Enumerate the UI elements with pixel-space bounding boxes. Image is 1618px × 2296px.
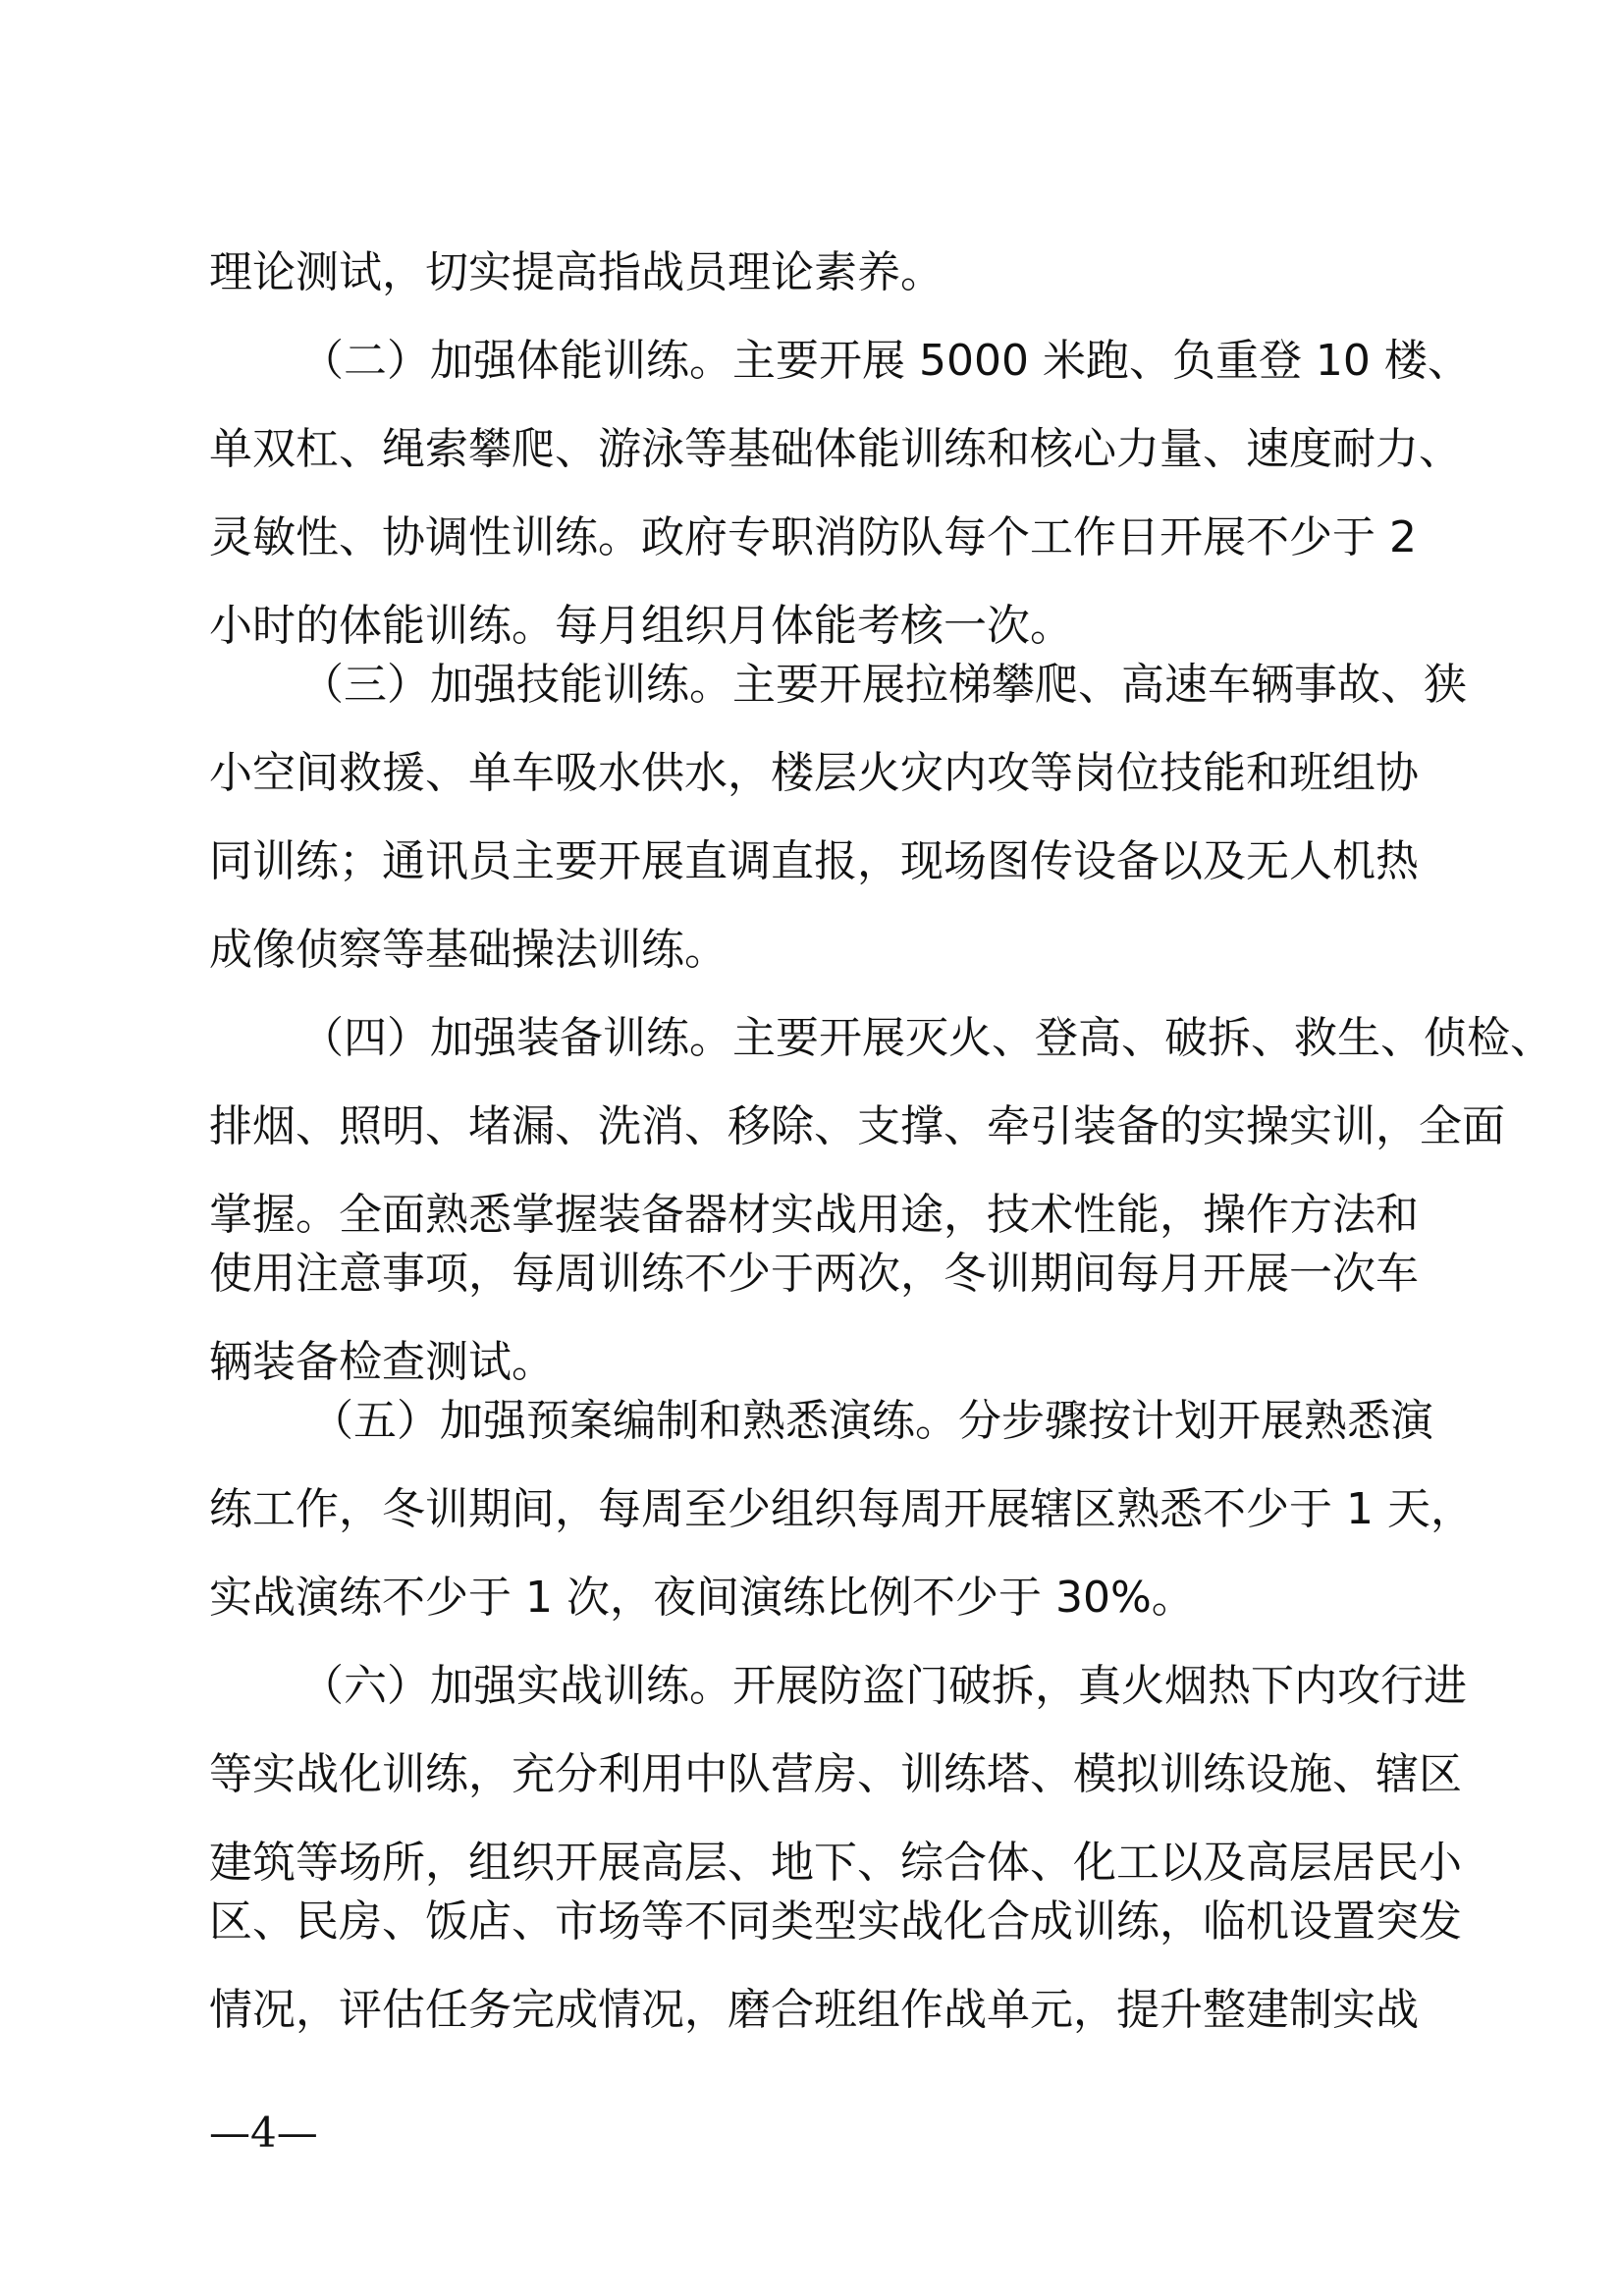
text-line-16: 练工作，冬训期间，每周至少组织每周开展辖区熟悉不少于 1 天， xyxy=(209,1484,1474,1534)
text-line-5: 小时的体能训练。每月组织月体能考核一次。 xyxy=(209,601,1073,651)
text-line-14: 辆装备检查测试。 xyxy=(209,1337,555,1387)
text-line-13: 使用注意事项，每周训练不少于两次，冬训期间每月开展一次车 xyxy=(209,1249,1419,1299)
text-line-1: 理论测试，切实提高指战员理论素养。 xyxy=(209,247,944,297)
text-line-8: 同训练；通讯员主要开展直调直报，现场图传设备以及无人机热 xyxy=(209,836,1419,886)
text-line-6: （三）加强技能训练。主要开展拉梯攀爬、高速车辆事故、狭 xyxy=(300,660,1467,710)
text-line-19: 等实战化训练，充分利用中队营房、训练塔、模拟训练设施、辖区 xyxy=(209,1749,1462,1799)
text-line-12: 掌握。全面熟悉掌握装备器材实战用途，技术性能，操作方法和 xyxy=(209,1190,1419,1240)
text-line-20: 建筑等场所，组织开展高层、地下、综合体、化工以及高层居民小 xyxy=(209,1838,1462,1888)
text-line-22: 情况，评估任务完成情况，磨合班组作战单元，提升整建制实战 xyxy=(209,1985,1419,2035)
text-line-21: 区、民房、饭店、市场等不同类型实战化合成训练，临机设置突发 xyxy=(209,1896,1462,1947)
text-line-3: 单双杠、绳索攀爬、游泳等基础体能训练和核心力量、速度耐力、 xyxy=(209,424,1462,474)
page-number: —4— xyxy=(209,2109,318,2157)
text-line-4: 灵敏性、协调性训练。政府专职消防队每个工作日开展不少于 2 xyxy=(209,512,1417,562)
text-line-11: 排烟、照明、堵漏、洗消、移除、支撑、牵引装备的实操实训，全面 xyxy=(209,1101,1505,1151)
text-line-10: （四）加强装备训练。主要开展灭火、登高、破拆、救生、侦检、 xyxy=(300,1013,1553,1063)
text-line-18: （六）加强实战训练。开展防盗门破拆，真火烟热下内攻行进 xyxy=(300,1661,1467,1711)
text-line-7: 小空间救援、单车吸水供水，楼层火灾内攻等岗位技能和班组协 xyxy=(209,748,1419,798)
text-line-15: （五）加强预案编制和熟悉演练。分步骤按计划开展熟悉演 xyxy=(310,1396,1433,1446)
text-line-9: 成像侦察等基础操法训练。 xyxy=(209,925,728,975)
text-line-17: 实战演练不少于 1 次，夜间演练比例不少于 30%。 xyxy=(209,1573,1195,1623)
text-line-2: （二）加强体能训练。主要开展 5000 米跑、负重登 10 楼、 xyxy=(300,336,1471,386)
